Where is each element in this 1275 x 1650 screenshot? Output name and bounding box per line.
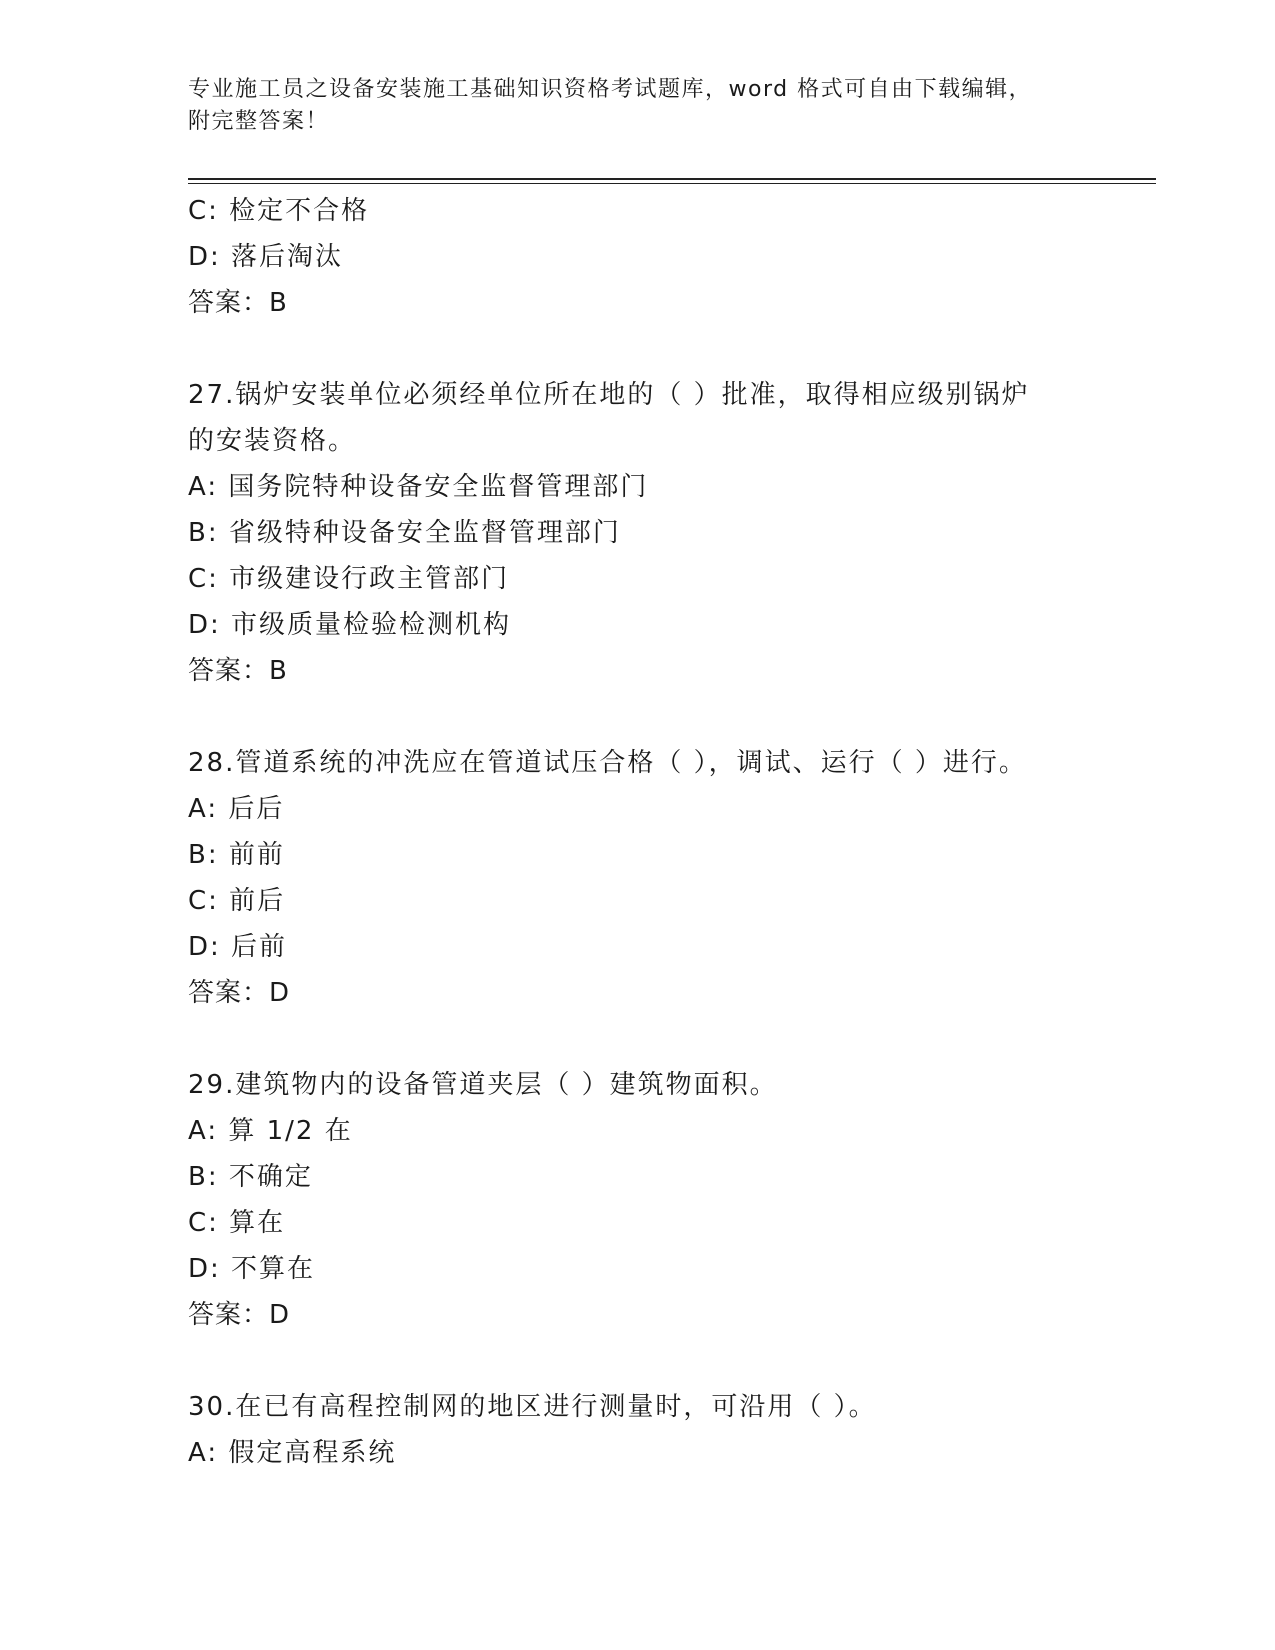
question-28-stem: 28.管道系统的冲洗应在管道试压合格（ ），调试、运行（ ）进行。 xyxy=(188,748,1027,778)
spacer xyxy=(188,1016,1156,1062)
option-a: A: 假定高程系统 xyxy=(188,1438,397,1468)
option-b: B: 省级特种设备安全监督管理部门 xyxy=(188,518,621,548)
header-line-1: 专业施工员之设备安装施工基础知识资格考试题库，word 格式可自由下载编辑， xyxy=(188,77,1033,102)
question-stem-line: 27.锅炉安装单位必须经单位所在地的（ ）批准，取得相应级别锅炉 xyxy=(188,380,1030,410)
answer-line: 答案：D xyxy=(188,1300,291,1330)
option-c: C: 前后 xyxy=(188,886,286,916)
header-line-2: 附完整答案！ xyxy=(188,109,330,134)
question-stem-line: 的安装资格。 xyxy=(188,426,357,456)
option-a: A: 算 1/2 在 xyxy=(188,1116,353,1146)
option-a: A: 国务院特种设备安全监督管理部门 xyxy=(188,472,649,502)
document-header xyxy=(188,74,1068,138)
question-30-stem: 30.在已有高程控制网的地区进行测量时，可沿用（ ）。 xyxy=(188,1392,877,1422)
answer-line: 答案：B xyxy=(188,288,288,318)
option-d: D: 后前 xyxy=(188,932,288,962)
spacer xyxy=(188,694,1156,740)
option-d: D: 落后淘汰 xyxy=(188,242,344,272)
option-a: A: 后后 xyxy=(188,794,285,824)
option-d: D: 市级质量检验检测机构 xyxy=(188,610,512,640)
option-c: C: 检定不合格 xyxy=(188,196,370,226)
option-b: B: 不确定 xyxy=(188,1162,313,1192)
option-d: D: 不算在 xyxy=(188,1254,316,1284)
question-list xyxy=(188,188,1156,1476)
spacer xyxy=(188,1338,1156,1384)
question-27-stem xyxy=(188,372,1068,464)
header-divider-thick xyxy=(188,178,1156,180)
answer-line: 答案：D xyxy=(188,978,291,1008)
spacer xyxy=(188,326,1156,372)
option-c: C: 市级建设行政主管部门 xyxy=(188,564,510,594)
option-c: C: 算在 xyxy=(188,1208,286,1238)
header-divider-thin xyxy=(188,183,1156,184)
question-29-stem: 29.建筑物内的设备管道夹层（ ）建筑物面积。 xyxy=(188,1070,778,1100)
option-b: B: 前前 xyxy=(188,840,285,870)
answer-line: 答案：B xyxy=(188,656,288,686)
